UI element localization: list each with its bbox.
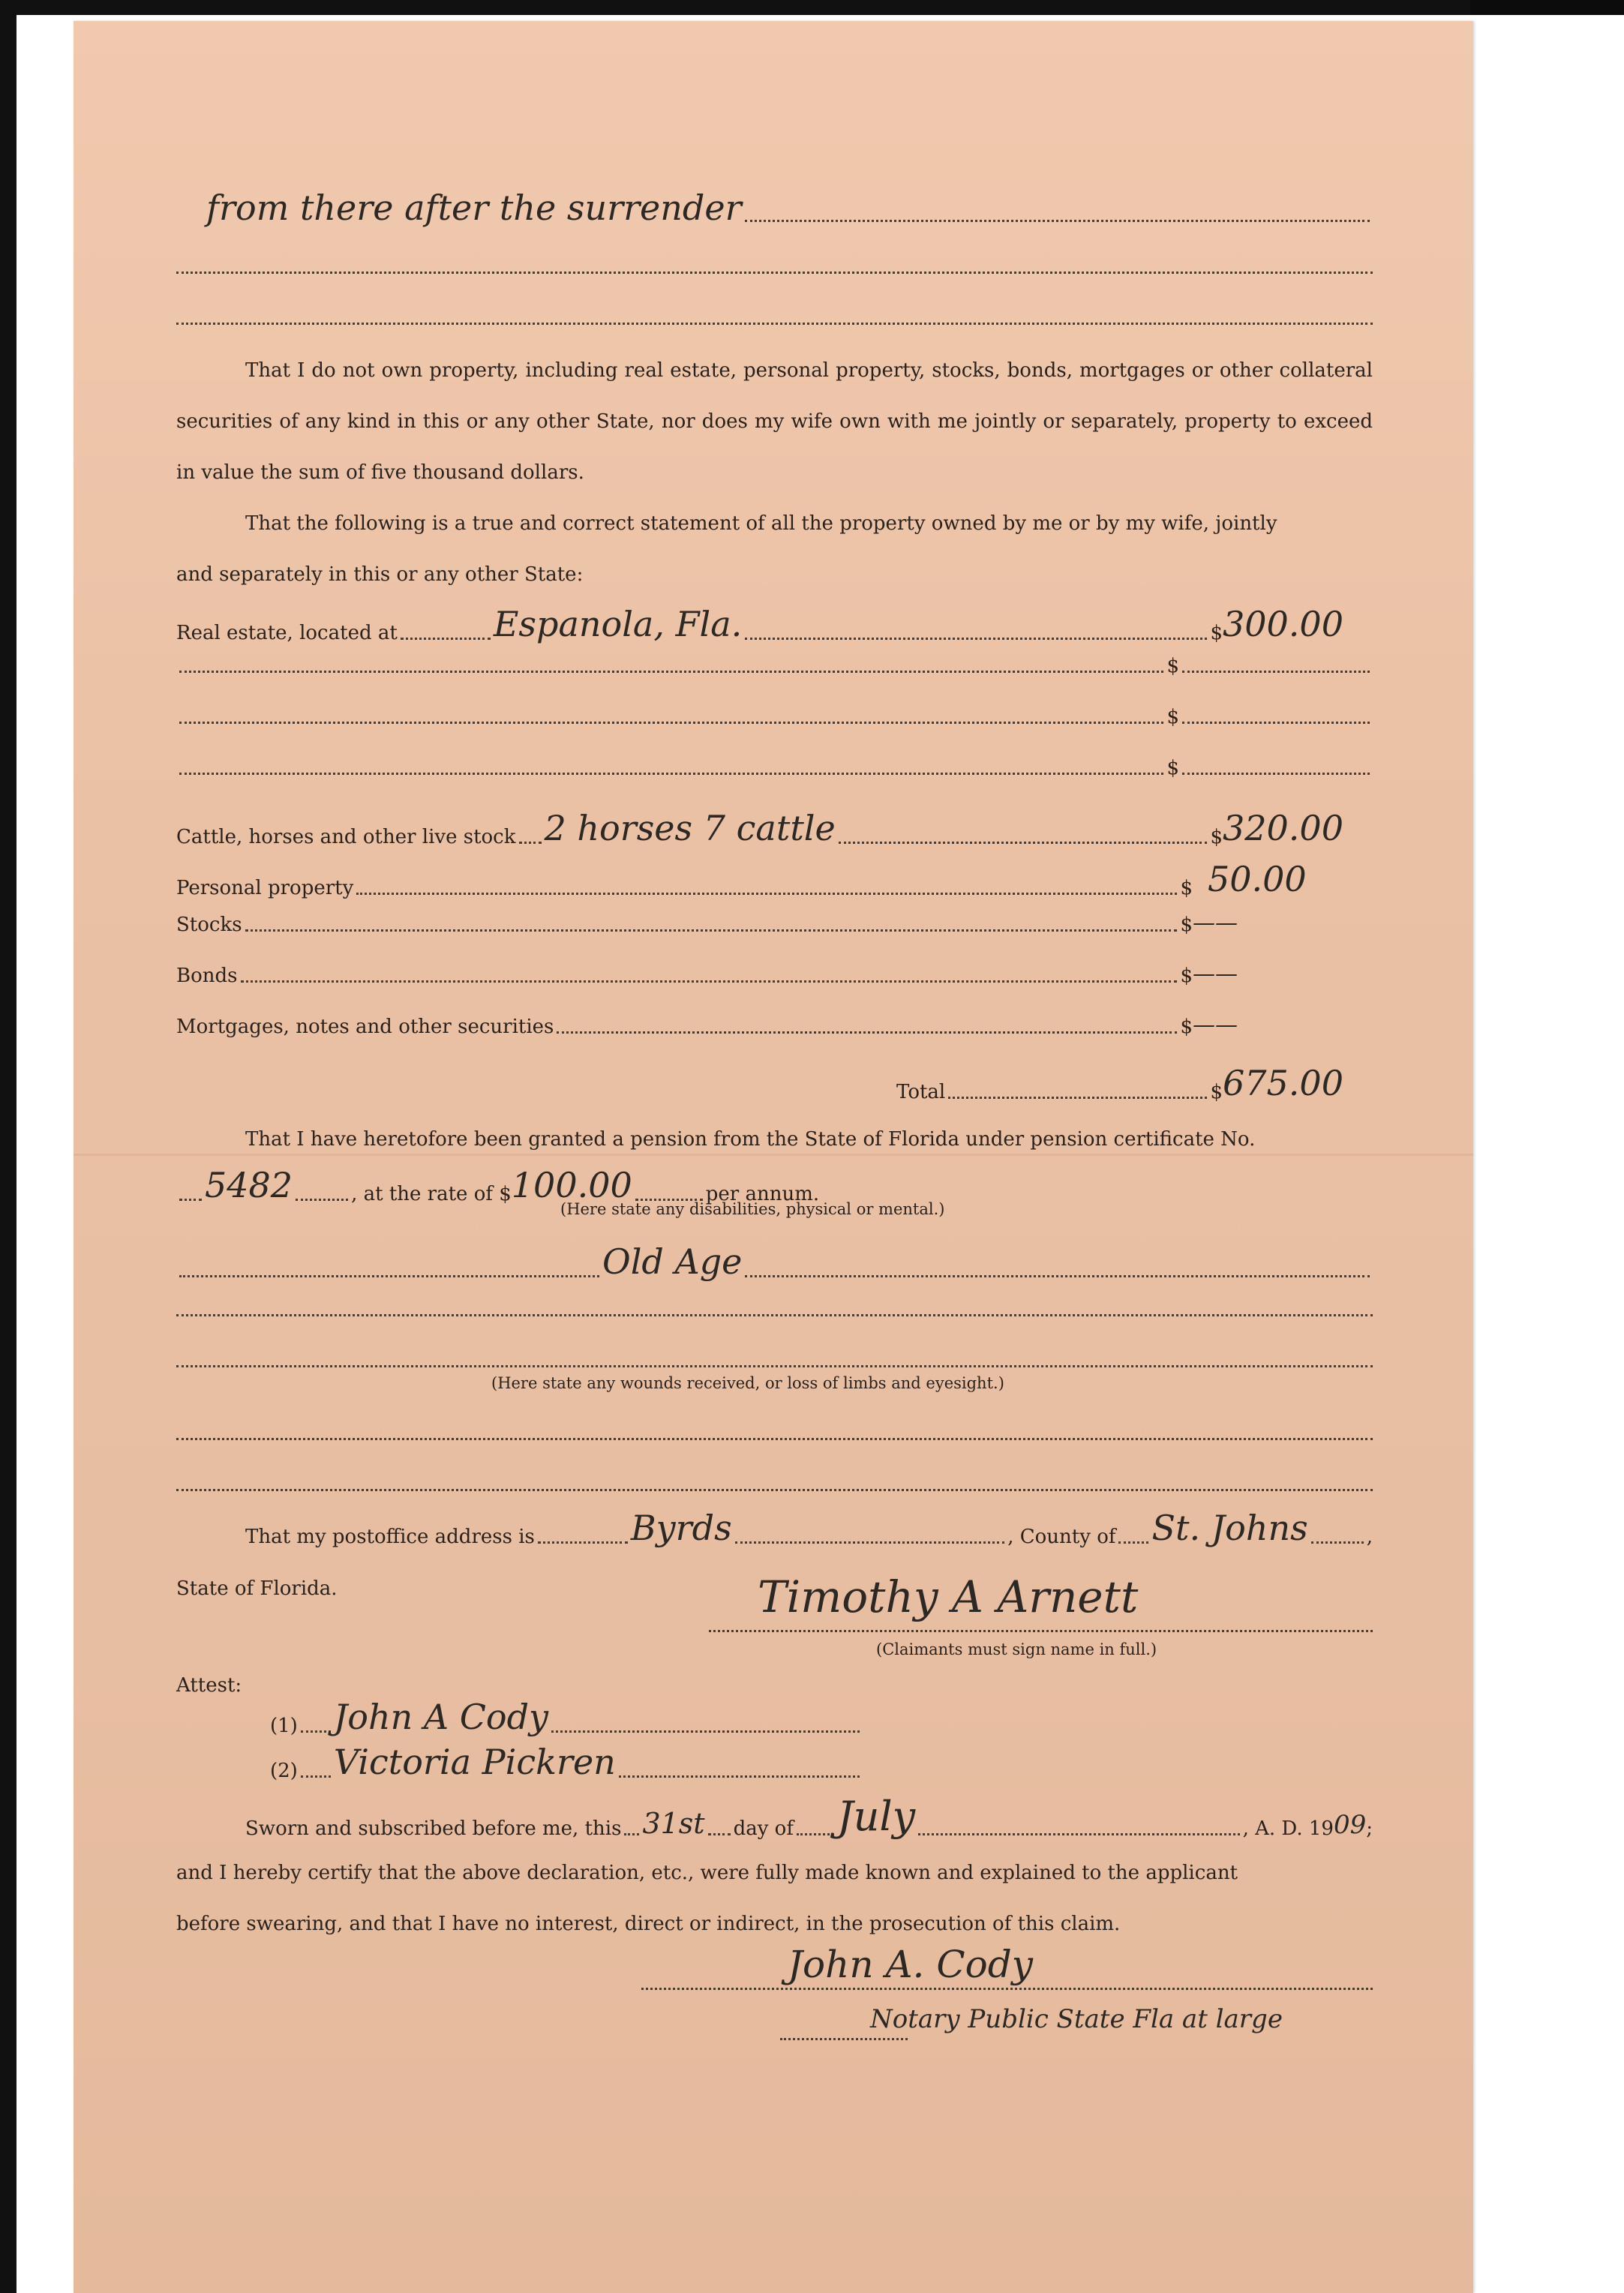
county-value: St. Johns (1151, 1508, 1308, 1548)
intro-handwriting: from there after the surrender (206, 188, 742, 228)
notary-signature: John A. Cody (788, 1943, 1033, 1986)
currency-sign: $ (1166, 757, 1179, 779)
currency-sign: $ (1166, 655, 1179, 677)
personal-property-row (176, 859, 1373, 899)
disability-entry: Old Age (602, 1241, 743, 1282)
stocks-value: —— (1193, 910, 1238, 936)
currency-sign: $ (1180, 877, 1193, 899)
wounds-note: (Here state any wounds received, or loss of limbs and eyesight.) (491, 1374, 1004, 1392)
blank-line (176, 1489, 1373, 1491)
state-label: State of Florida. (176, 1577, 338, 1600)
sworn-year: 09 (1333, 1810, 1367, 1840)
bonds-value: —— (1193, 961, 1238, 987)
true-statement-line1: That the following is a true and correct statement of all the property owned by me or by my wife, jointly (245, 512, 1277, 535)
personal-property-label: Personal property (176, 877, 354, 899)
claimant-signature: Timothy A Arnett (758, 1571, 1139, 1622)
intro-line (176, 188, 1373, 227)
livestock-value: 320.00 (1223, 808, 1343, 848)
scan-border-top (0, 0, 1624, 15)
currency-sign: $ (1166, 706, 1179, 728)
scan-border-top-right (1470, 0, 1624, 15)
blank-line (176, 1365, 1373, 1367)
disabilities-note: (Here state any disabilities, physical or mental.) (560, 1200, 945, 1218)
currency-sign: $ (1180, 914, 1193, 936)
bonds-row (176, 961, 1373, 987)
real-estate-blank-row (176, 706, 1373, 728)
sworn-month: July (836, 1793, 916, 1840)
stocks-label: Stocks (176, 914, 242, 936)
real-estate-row (176, 604, 1373, 644)
currency-sign: $ (1180, 1016, 1193, 1038)
disability-row (176, 1241, 1373, 1282)
pension-rate-suffix: per annum. (705, 1183, 820, 1205)
livestock-entry: 2 horses 7 cattle (544, 808, 836, 848)
mortgages-value: —— (1193, 1012, 1238, 1038)
witness2-number: (2) (270, 1760, 298, 1782)
attest-label: Attest: (176, 1674, 242, 1697)
witness1-row (270, 1697, 863, 1737)
notary-title: Notary Public State Fla at large (870, 2004, 1283, 2034)
livestock-label: Cattle, horses and other live stock (176, 826, 516, 848)
total-label: Total (896, 1081, 946, 1103)
certification-line2: before swearing, and that I have no interest, direct or indirect, in the prosecution of this claim. (176, 1913, 1121, 1935)
real-estate-location: Espanola, Fla. (493, 604, 743, 644)
mortgages-label: Mortgages, notes and other securities (176, 1016, 554, 1038)
total-value: 675.00 (1223, 1063, 1343, 1103)
property-statement: That I do not own property, including real estate, personal property, stocks, bonds, mortgages or other collateral securities of any kind in this or any other State, nor does my wife own with me jointly or separately, property to exceed in value the sum of five thousand dollars. (176, 359, 1373, 484)
postoffice-value: Byrds (630, 1508, 732, 1548)
pension-rate-prefix: , at the rate of $ (351, 1183, 512, 1205)
real-estate-blank-row (176, 655, 1373, 677)
currency-sign: $ (1210, 622, 1223, 644)
pension-rate: 100.00 (511, 1165, 632, 1205)
true-statement-line2: and separately in this or any other State: (176, 563, 584, 586)
sworn-row: Sworn and subscribed before me, this 31st day of July , A. D. 19 09 ; (245, 1793, 1373, 1840)
blank-line (176, 1438, 1373, 1440)
real-estate-blank-row (176, 757, 1373, 779)
claimant-sign-note: (Claimants must sign name in full.) (876, 1640, 1157, 1658)
sworn-label: Sworn and subscribed before me, this (245, 1817, 622, 1840)
blank-line (176, 1314, 1373, 1316)
bonds-label: Bonds (176, 965, 238, 987)
day-of-label: day of (733, 1817, 794, 1840)
currency-sign: $ (1180, 965, 1193, 987)
witness2-row (270, 1742, 863, 1782)
blank-line (176, 323, 1373, 325)
real-estate-value: 300.00 (1223, 604, 1343, 644)
notary-signature-line (641, 1988, 1373, 1990)
scan-border-left (0, 0, 17, 2293)
currency-sign: $ (1210, 826, 1223, 848)
pension-certificate-no: 5482 (205, 1165, 293, 1205)
livestock-row (176, 808, 1373, 848)
mortgages-row (176, 1012, 1373, 1038)
real-estate-label: Real estate, located at (176, 622, 398, 644)
county-label: , County of (1007, 1526, 1116, 1548)
pension-statement: That I have heretofore been granted a pension from the State of Florida under pension certificate No. (245, 1128, 1256, 1151)
total-row (896, 1063, 1373, 1103)
certification-line1: and I hereby certify that the above declaration, etc., were fully made known and explained to the applicant (176, 1862, 1238, 1884)
blank-line (176, 272, 1373, 274)
stocks-row (176, 910, 1373, 936)
currency-sign: $ (1210, 1081, 1223, 1103)
witness1-signature: John A Cody (333, 1697, 549, 1737)
claimant-signature-line (709, 1630, 1373, 1632)
postoffice-label: That my postoffice address is (245, 1526, 535, 1548)
notary-title-line (780, 2038, 908, 2040)
witness1-number: (1) (270, 1715, 298, 1737)
witness2-signature: Victoria Pickren (333, 1742, 616, 1782)
address-row: That my postoffice address is Byrds , County of St. Johns , (245, 1508, 1373, 1548)
pension-rate-row (176, 1165, 1373, 1205)
sworn-day: 31st (642, 1807, 705, 1840)
ad-label: , A. D. 19 (1242, 1817, 1334, 1840)
personal-property-value: 50.00 (1208, 859, 1307, 899)
